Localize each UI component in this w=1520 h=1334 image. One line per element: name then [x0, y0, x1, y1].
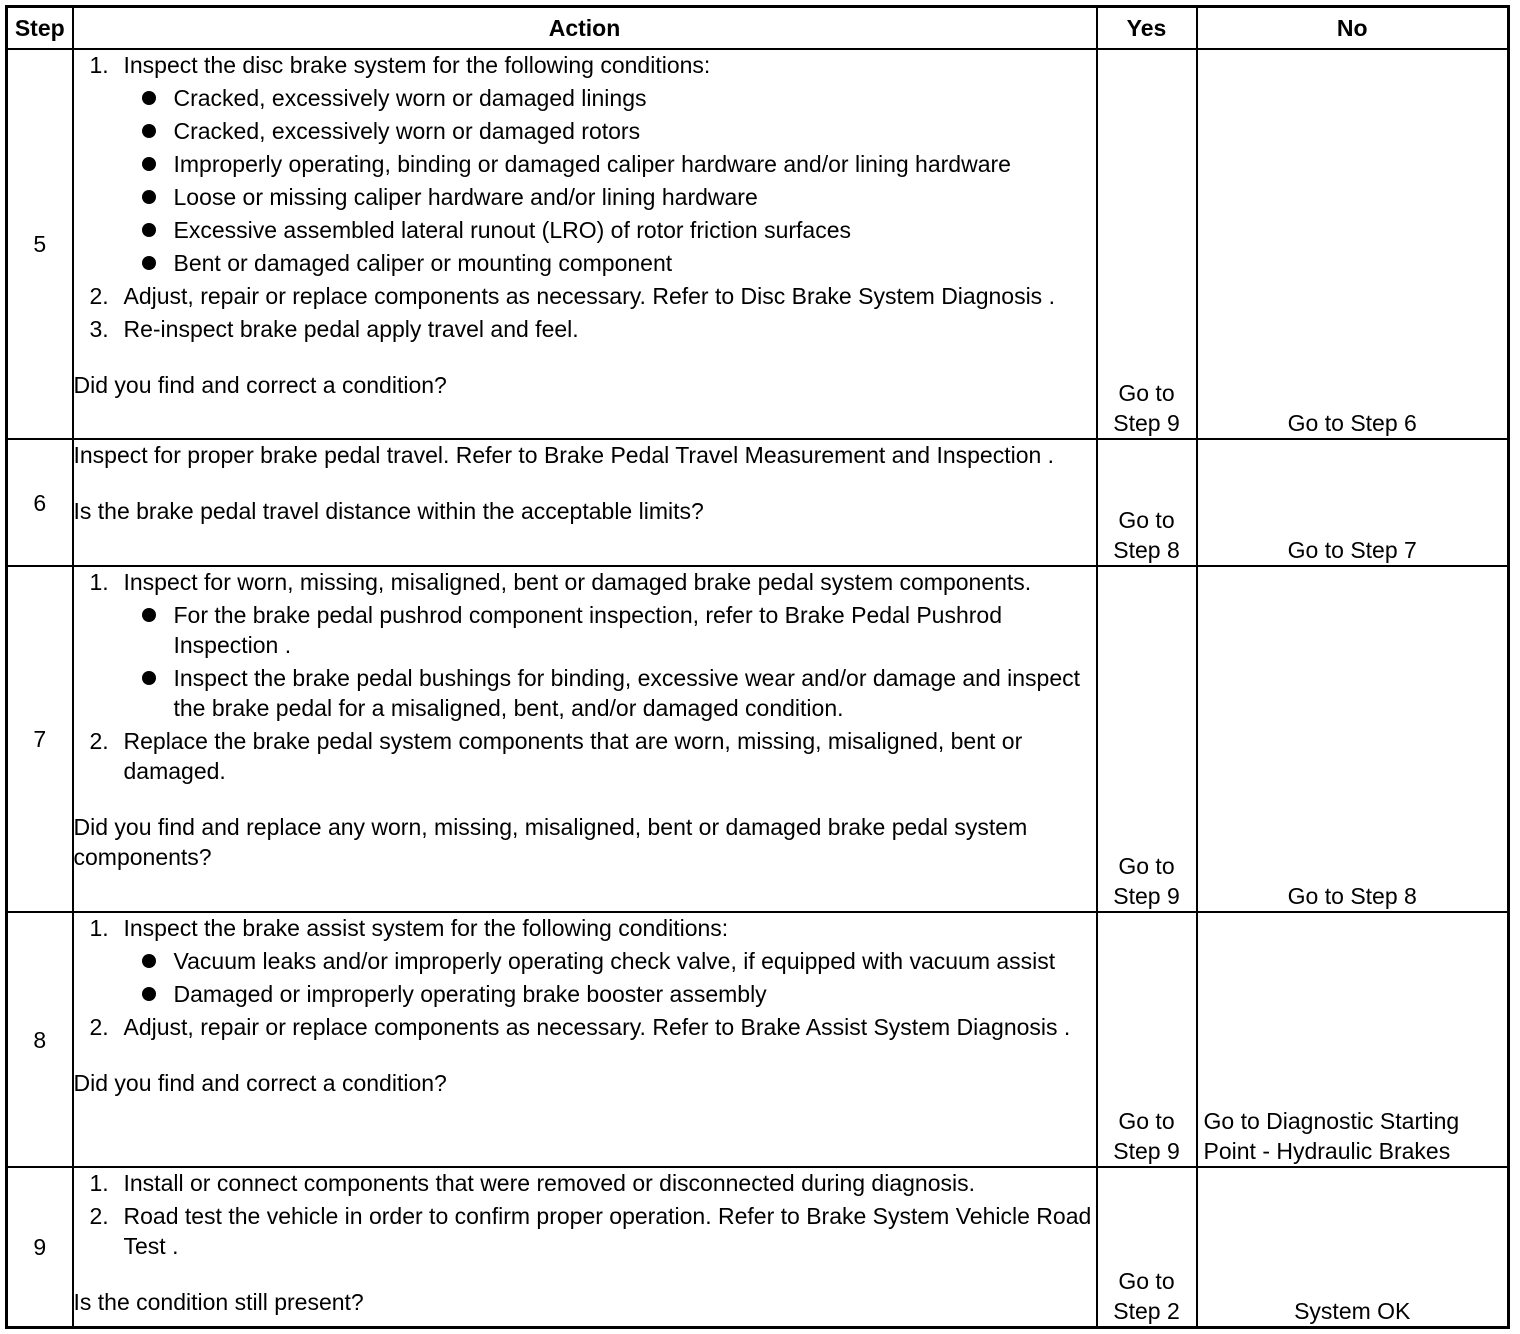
step-number: 5 — [7, 49, 73, 439]
action-intro: Inspect for proper brake pedal travel. Refer to Brake Pedal Travel Measurement and Inspection . — [73, 442, 1055, 469]
yes-result — [1097, 566, 1197, 912]
action-list — [74, 913, 1096, 1042]
action-item — [74, 1012, 1096, 1042]
item-number: 2. — [89, 1014, 109, 1041]
bullet-item: Loose or missing caliper hardware and/or lining hardware — [124, 182, 1096, 212]
item-text: Inspect the brake assist system for the following conditions: — [123, 915, 729, 942]
item-number: 2. — [89, 728, 109, 755]
step-number: 7 — [7, 566, 73, 912]
item-text: Inspect for worn, missing, misaligned, bent or damaged brake pedal system components. — [123, 569, 1032, 596]
item-number: 3. — [89, 316, 109, 342]
no-line: Go to Step 8 — [1287, 883, 1417, 910]
action-cell — [73, 439, 1097, 566]
action-item — [74, 281, 1096, 311]
question: Did you find and replace any worn, missing, misaligned, bent or damaged brake pedal system components? — [73, 814, 1028, 871]
yes-line: Step 8 — [1113, 537, 1180, 564]
no-result — [1197, 912, 1509, 1167]
table-row — [7, 566, 1509, 912]
action-item — [74, 726, 1096, 786]
action-cell — [73, 912, 1097, 1167]
no-result — [1197, 1167, 1509, 1327]
step-number: 9 — [7, 1167, 73, 1327]
no-result — [1197, 49, 1509, 439]
action-item — [74, 314, 1096, 344]
question: Is the condition still present? — [73, 1289, 364, 1316]
yes-line: Step 2 — [1113, 1298, 1180, 1324]
question: Did you find and correct a condition? — [73, 372, 447, 398]
bullet-item: Bent or damaged caliper or mounting component — [124, 248, 1096, 278]
bullet-item: Cracked, excessively worn or damaged linings — [124, 83, 1096, 113]
yes-line: Step 9 — [1113, 883, 1180, 910]
bullet-item: For the brake pedal pushrod component inspection, refer to Brake Pedal Pushrod Inspection . — [124, 600, 1096, 660]
item-text: Adjust, repair or replace components as necessary. Refer to Brake Assist System Diagnosis . — [123, 1014, 1071, 1041]
action-cell — [73, 49, 1097, 439]
yes-line: Step 9 — [1113, 1138, 1180, 1165]
action-list — [74, 50, 1096, 344]
item-text: Re-inspect brake pedal apply travel and feel. — [123, 316, 579, 342]
table-row — [7, 912, 1509, 1167]
no-line: System OK — [1294, 1298, 1411, 1324]
bullet-item: Inspect the brake pedal bushings for binding, excessive wear and/or damage and inspect the brake pedal for a misaligned, bent, and/or damaged condition. — [124, 663, 1096, 723]
yes-result — [1097, 1167, 1197, 1327]
bullet-item: Damaged or improperly operating brake booster assembly — [124, 979, 1096, 1009]
item-text: Road test the vehicle in order to confirm proper operation. Refer to Brake System Vehicle Road Test . — [123, 1203, 1092, 1260]
action-item — [74, 1168, 1096, 1198]
item-text: Install or connect components that were removed or disconnected during diagnosis. — [123, 1170, 975, 1197]
header-row — [7, 7, 1509, 50]
action-item — [74, 913, 1096, 1009]
header-step: Step — [7, 7, 73, 50]
item-number: 1. — [89, 52, 109, 78]
yes-line: Go to — [1118, 380, 1175, 407]
bullet-list — [124, 946, 1096, 1009]
action-list — [74, 1168, 1096, 1261]
step-number: 6 — [7, 439, 73, 566]
yes-result — [1097, 912, 1197, 1167]
no-line: Point - Hydraulic Brakes — [1203, 1138, 1451, 1165]
bullet-item: Improperly operating, binding or damaged caliper hardware and/or lining hardware — [124, 149, 1096, 179]
bullet-item: Excessive assembled lateral runout (LRO) of rotor friction surfaces — [124, 215, 1096, 245]
diagnostic-table — [5, 5, 1510, 1329]
action-cell — [73, 1167, 1097, 1327]
header-yes: Yes — [1097, 7, 1197, 50]
yes-line: Go to — [1118, 853, 1175, 880]
item-text: Replace the brake pedal system components that are worn, missing, misaligned, bent or damaged. — [123, 728, 1023, 785]
question: Did you find and correct a condition? — [73, 1070, 447, 1097]
table-row — [7, 439, 1509, 566]
question: Is the brake pedal travel distance within the acceptable limits? — [73, 498, 704, 525]
step-number: 8 — [7, 912, 73, 1167]
no-result — [1197, 439, 1509, 566]
item-number: 2. — [89, 283, 109, 309]
header-action: Action — [73, 7, 1097, 50]
header-no: No — [1197, 7, 1509, 50]
yes-line: Go to — [1118, 507, 1175, 534]
item-text: Inspect the disc brake system for the following conditions: — [123, 52, 711, 78]
yes-result — [1097, 439, 1197, 566]
action-item — [74, 1201, 1096, 1261]
no-line: Go to Step 6 — [1287, 410, 1417, 437]
action-item — [74, 50, 1096, 278]
bullet-list — [124, 83, 1096, 278]
table-row — [7, 49, 1509, 439]
item-text: Adjust, repair or replace components as necessary. Refer to Disc Brake System Diagnosis . — [123, 283, 1055, 309]
bullet-item: Cracked, excessively worn or damaged rotors — [124, 116, 1096, 146]
item-number: 1. — [89, 569, 109, 596]
no-result — [1197, 566, 1509, 912]
yes-line: Go to — [1118, 1268, 1175, 1294]
action-list — [74, 567, 1096, 786]
bullet-item: Vacuum leaks and/or improperly operating check valve, if equipped with vacuum assist — [124, 946, 1096, 976]
yes-line: Go to — [1118, 1108, 1175, 1135]
item-number: 1. — [89, 1170, 109, 1197]
no-line: Go to Diagnostic Starting — [1203, 1108, 1460, 1135]
item-number: 2. — [89, 1203, 109, 1230]
yes-line: Step 9 — [1113, 410, 1180, 437]
table-row — [7, 1167, 1509, 1327]
item-number: 1. — [89, 915, 109, 942]
action-cell — [73, 566, 1097, 912]
no-line: Go to Step 7 — [1287, 537, 1417, 564]
action-item — [74, 567, 1096, 723]
yes-result — [1097, 49, 1197, 439]
bullet-list — [124, 600, 1096, 723]
